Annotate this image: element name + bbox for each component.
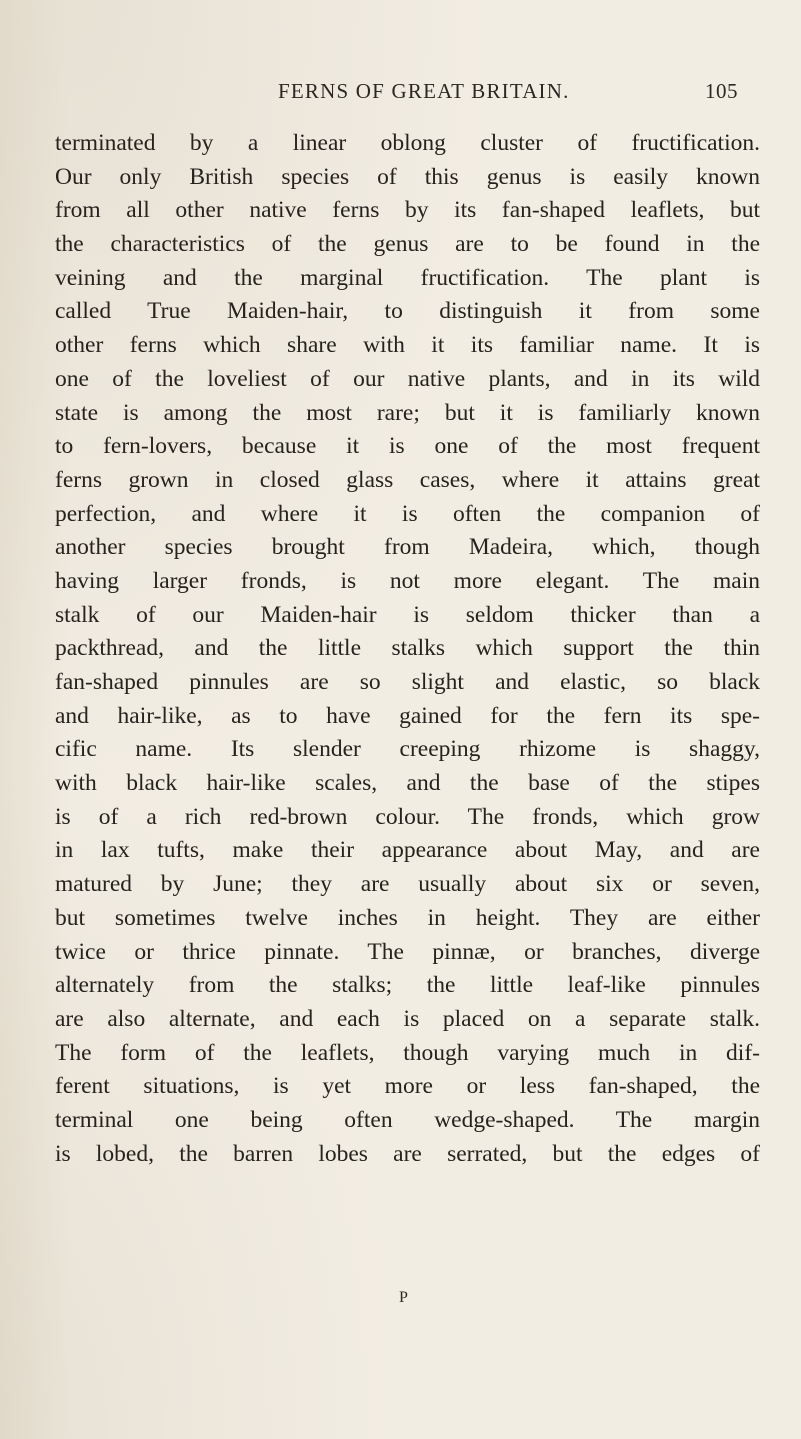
running-title: FERNS OF GREAT BRITAIN. [278,79,570,103]
text-line: other ferns which share with it its familiar name. It is [55,332,760,359]
text-line: from all other native ferns by its fan-shaped leaflets, but [55,197,760,224]
text-line: ferent situations, is yet more or less fan-shaped, the [55,1073,760,1100]
page-number: 105 [705,79,738,103]
text-line: twice or thrice pinnate. The pinnæ, or branches, diverge [55,938,760,965]
text-line: are also alternate, and each is placed on a separate stalk. [55,1005,760,1032]
text-line: Our only British species of this genus is easily known [55,163,760,190]
text-line: fan-shaped pinnules are so slight and elastic, so black [55,669,760,695]
text-line: alternately from the stalks; the little leaf-like pinnules [55,972,760,999]
text-line: but sometimes twelve inches in height. They are either [55,904,760,931]
running-head [0,79,801,115]
text-line: having larger fronds, is not more elegant. The main [55,567,760,594]
text-line: state is among the most rare; but it is familiarly known [55,399,760,426]
text-line: cific name. Its slender creeping rhizome is shaggy, [55,736,760,763]
text-line: The form of the leaflets, though varying much in dif- [55,1039,760,1066]
text-line: veining and the marginal fructification. The plant is [55,264,760,291]
text-line: one of the loveliest of our native plants, and in its wild [55,365,760,392]
text-line: to fern-lovers, because it is one of the most frequent [55,433,760,460]
text-line: another species brought from Madeira, which, though [55,534,760,561]
body-text [55,127,760,1171]
text-line: in lax tufts, make their appearance about May, and are [55,837,760,864]
text-line: terminal one being often wedge-shaped. The margin [55,1106,760,1133]
text-line: is of a rich red-brown colour. The fronds, which grow [55,803,760,830]
text-line: ferns grown in closed glass cases, where it attains great [55,466,760,493]
text-line: terminated by a linear oblong cluster of fructification. [55,130,760,156]
text-line: is lobed, the barren lobes are serrated, but the edges of [55,1140,760,1167]
text-line: matured by June; they are usually about six or seven, [55,871,760,898]
text-line: and hair-like, as to have gained for the fern its spe- [55,702,760,729]
text-line: with black hair-like scales, and the base of the stipes [55,770,760,797]
text-line: the characteristics of the genus are to be found in the [55,231,760,258]
signature-mark: P [399,1289,408,1306]
text-line: packthread, and the little stalks which support the thin [55,635,760,662]
text-line: called True Maiden-hair, to distinguish it from some [55,298,760,325]
text-line: perfection, and where it is often the companion of [55,500,760,527]
text-line: stalk of our Maiden-hair is seldom thicker than a [55,601,760,628]
